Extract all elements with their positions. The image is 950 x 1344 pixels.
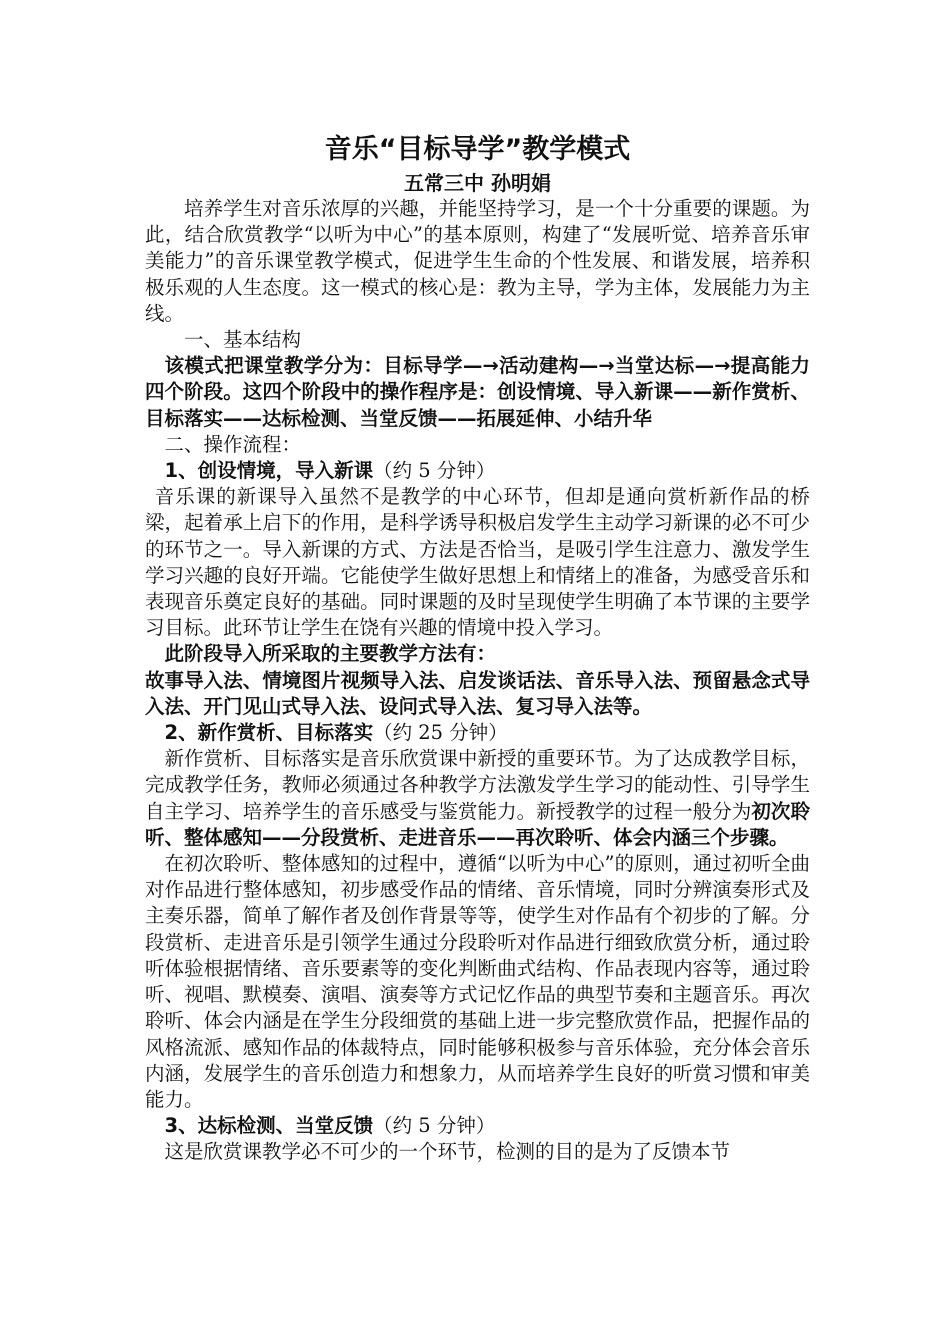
step2-body-text: 新作赏析、目标落实是音乐欣赏课中新授的重要环节。为了达成教学目标，完成教学任务，教师必须通过各种教学方法激发学生学习的能动性、引导学生自主学习、培养学生的音乐感受与鉴赏能力。新授教学的过程一般分为 bbox=[145, 747, 810, 823]
step3-heading-title: 3、达标检测、当堂反馈 bbox=[164, 1114, 374, 1138]
step1-heading-duration: （约 5 分钟） bbox=[373, 459, 496, 483]
document-author: 五常三中 孙明娟 bbox=[404, 171, 551, 195]
step2-heading-title: 2、新作赏析、目标落实 bbox=[164, 721, 374, 745]
step1-methods-list: 故事导入法、情境图片视频导入法、启发谈话法、音乐导入法、预留悬念式导入法、开门见山式导入法、设问式导入法、复习导入法等。 bbox=[145, 668, 810, 718]
step2-body bbox=[145, 746, 810, 851]
step2-body-steps: 初次聆听、整体感知——分段赏析、走进音乐——再次聆听、体会内涵三个步骤。 bbox=[145, 799, 810, 849]
step3-heading-duration: （约 5 分钟） bbox=[373, 1114, 496, 1138]
step1-methods-intro: 此阶段导入所采取的主要教学方法有： bbox=[164, 642, 497, 666]
section-heading-structure: 一、基本结构 bbox=[184, 328, 302, 352]
step1-body: 音乐课的新课导入虽然不是教学的中心环节，但却是通向赏析新作品的桥梁，起着承上启下的作用，是科学诱导积极启发学生主动学习新课的必不可少的环节之一。导入新课的方式、方法是否恰当，是吸引学生注意力、激发学生学习兴趣的良好开端。它能使学生做好思想上和情绪上的准备，为感受音乐和表现音乐奠定良好的基础。同时课题的及时呈现使学生明确了本节课的主要学习目标。此环节让学生在饶有兴趣的情境中投入学习。 bbox=[145, 485, 810, 640]
step1-heading-title: 1、创设情境，导入新课 bbox=[164, 459, 374, 483]
document-title: 音乐“目标导学”教学模式 bbox=[324, 134, 631, 165]
step2-heading-duration: （约 25 分钟） bbox=[373, 721, 508, 745]
step3-heading bbox=[145, 1113, 810, 1139]
step2-heading bbox=[145, 720, 810, 746]
section-heading-process: 二、操作流程： bbox=[164, 432, 302, 456]
structure-paragraph: 该模式把课堂教学分为：目标导学—→活动建构—→当堂达标—→提高能力四个阶段。这四个阶段中的操作程序是：创设情境、导入新课——新作赏析、目标落实——达标检测、当堂反馈——拓展延伸、小结升华 bbox=[145, 354, 810, 430]
step1-heading bbox=[145, 458, 810, 484]
step3-body: 这是欣赏课教学必不可少的一个环节，检测的目的是为了反馈本节 bbox=[164, 1140, 731, 1164]
step2-body-detail: 在初次聆听、整体感知的过程中，遵循“以听为中心”的原则，通过初听全曲对作品进行整体感知，初步感受作品的情绪、音乐情境，同时分辨演奏形式及主奏乐器，简单了解作者及创作背景等等，使学生对作品有个初步的了解。分段赏析、走进音乐是引领学生通过分段聆听对作品进行细致欣赏分析，通过聆听体验根据情绪、音乐要素等的变化判断曲式结构、作品表现内容等，通过聆听、视唱、默模奏、演唱、演奏等方式记忆作品的典型节奏和主题音乐。再次聆听、体会内涵是在学生分段细赏的基础上进一步完整欣赏作品，把握作品的风格流派、感知作品的体裁特点，同时能够积极参与音乐体验，充分体会音乐内涵，发展学生的音乐创造力和想象力，从而培养学生良好的听赏习惯和审美能力。 bbox=[145, 852, 810, 1111]
intro-paragraph: 培养学生对音乐浓厚的兴趣，并能坚持学习，是一个十分重要的课题。为此，结合欣赏教学“以听为中心”的基本原则，构建了“发展听觉、培养音乐审美能力”的音乐课堂教学模式，促进学生生命的个性发展、和谐发展，培养积极乐观的人生态度。这一模式的核心是：教为主导，学为主体，发展能力为主线。 bbox=[145, 197, 810, 325]
